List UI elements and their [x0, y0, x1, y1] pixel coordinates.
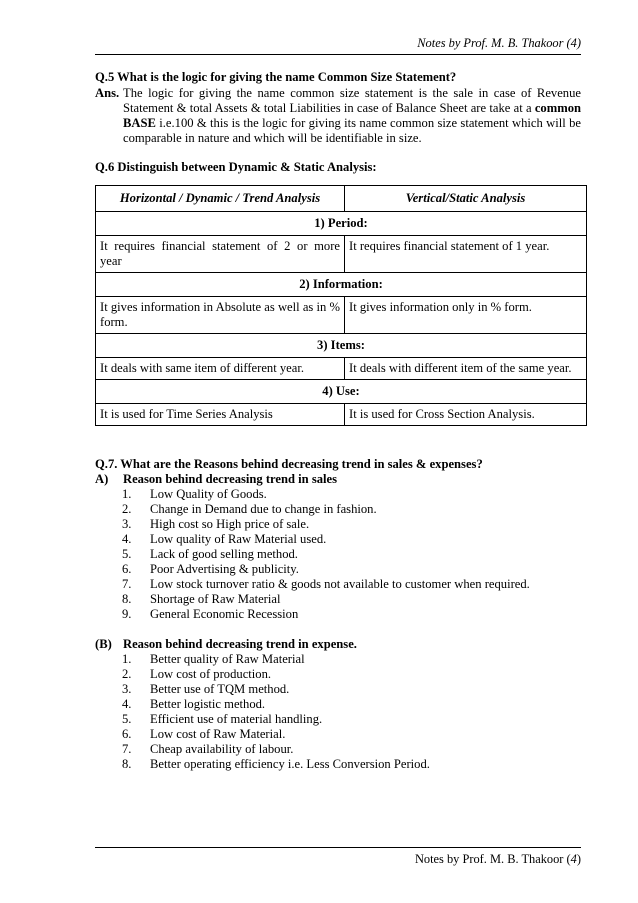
- table-header-left: Horizontal / Dynamic / Trend Analysis: [96, 186, 345, 212]
- table-section-heading: 2) Information:: [96, 273, 587, 297]
- list-item: 2. Change in Demand due to change in fashion.: [122, 502, 377, 516]
- table-cell-right: It requires financial statement of 1 year.: [345, 236, 587, 273]
- table-row: [96, 236, 587, 273]
- list-item: 7. Cheap availability of labour.: [122, 742, 294, 756]
- q6-question: Q.6 Distinguish between Dynamic & Static Analysis:: [95, 160, 377, 174]
- table-row: [96, 358, 587, 380]
- list-item: 4. Better logistic method.: [122, 697, 266, 711]
- list-item: 3. Better use of TQM method.: [122, 682, 290, 696]
- page-content: [95, 70, 581, 772]
- page-footer: Notes by Prof. M. B. Thakoor (4): [95, 847, 581, 867]
- table-cell-right: It gives information only in % form.: [345, 297, 587, 334]
- list-item: 2. Low cost of production.: [122, 667, 272, 681]
- table-section-heading: 1) Period:: [96, 212, 587, 236]
- list-item: 8. Better operating efficiency i.e. Less Conversion Period.: [122, 757, 430, 771]
- list-item: 6. Poor Advertising & publicity.: [122, 562, 299, 576]
- expense-reasons-list: [95, 652, 581, 772]
- list-item: 4. Low quality of Raw Material used.: [122, 532, 327, 546]
- table-cell-right: It is used for Cross Section Analysis.: [345, 404, 587, 426]
- list-item: 3. High cost so High price of sale.: [122, 517, 310, 531]
- list-item: 1. Low Quality of Goods.: [122, 487, 267, 501]
- table-section-heading: 4) Use:: [96, 380, 587, 404]
- table-section-heading: 3) Items:: [96, 334, 587, 358]
- page-header: Notes by Prof. M. B. Thakoor (4): [95, 36, 581, 55]
- answer-label: Ans.: [95, 86, 120, 100]
- table-header-right: Vertical/Static Analysis: [345, 186, 587, 212]
- table-cell-left: It requires financial statement of 2 or more year: [96, 236, 345, 273]
- sales-reasons-list: [95, 487, 581, 622]
- q7-question: Q.7. What are the Reasons behind decreasing trend in sales & expenses?: [95, 457, 483, 471]
- list-item: 7. Low stock turnover ratio & goods not available to customer when required.: [122, 577, 530, 591]
- table-cell-left: It deals with same item of different year.: [96, 358, 345, 380]
- list-item: 8. Shortage of Raw Material: [122, 592, 281, 606]
- table-row: [96, 297, 587, 334]
- list-item: 5. Efficient use of material handling.: [122, 712, 323, 726]
- q5-question: Q.5 What is the logic for giving the name Common Size Statement?: [95, 70, 457, 84]
- table-cell-left: It gives information in Absolute as well as in % form.: [96, 297, 345, 334]
- list-item: 1. Better quality of Raw Material: [122, 652, 305, 666]
- footer-page-number: 4: [570, 852, 577, 866]
- section-a-title: A) Reason behind decreasing trend in sales: [95, 472, 338, 486]
- table-cell-right: It deals with different item of the same year.: [345, 358, 587, 380]
- section-b-title: (B) Reason behind decreasing trend in expense.: [95, 637, 357, 651]
- list-item: 5. Lack of good selling method.: [122, 547, 298, 561]
- answer-text: The logic for giving the name common size statement is the sale in case of Revenue Statement & total Assets & total Liabilities in case of Balance Sheet are take at a common BASE i.e.100 & this is the logic for giving its name common size statement which will be comparable in nature and which will be identifiable in size.: [123, 86, 581, 145]
- list-item: 9. General Economic Recession: [122, 607, 299, 621]
- table-row: [96, 404, 587, 426]
- answer-bold-term: common BASE: [123, 101, 581, 130]
- q5-answer: [95, 86, 581, 146]
- comparison-table: [95, 185, 587, 426]
- list-item: 6. Low cost of Raw Material.: [122, 727, 286, 741]
- table-cell-left: It is used for Time Series Analysis: [96, 404, 345, 426]
